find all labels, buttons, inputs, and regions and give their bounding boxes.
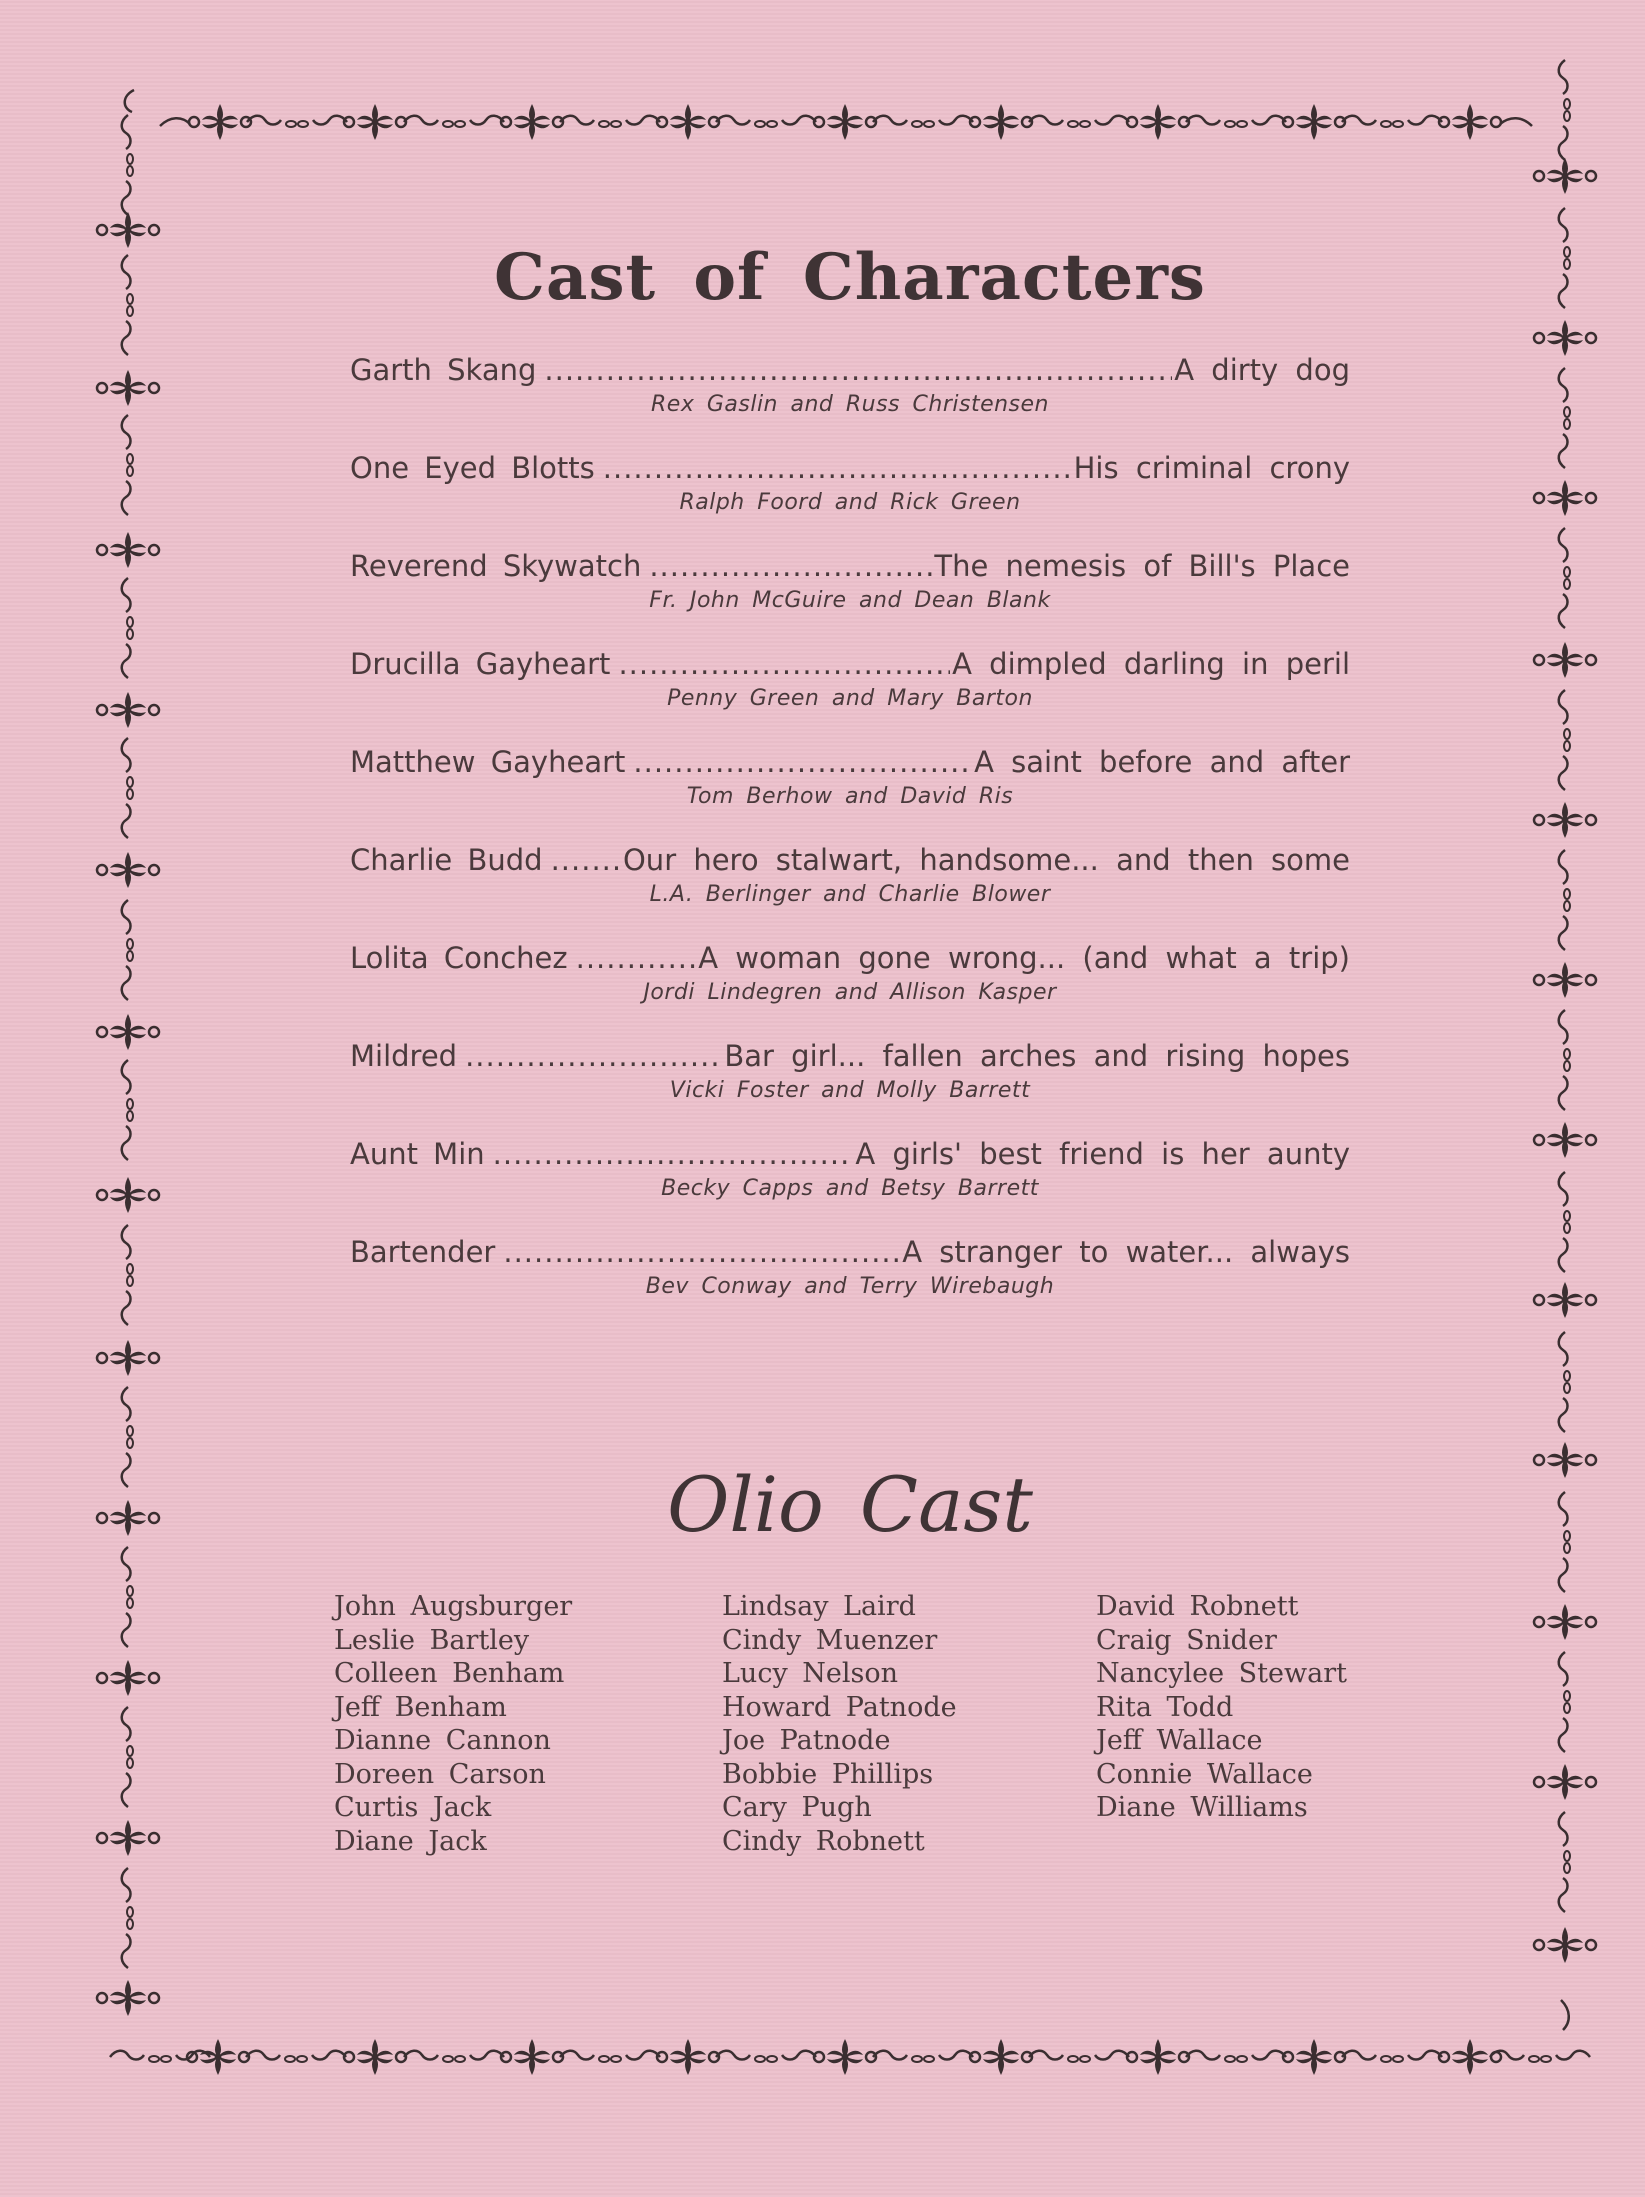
olio-member: Colleen Benham — [334, 1658, 565, 1689]
actor-names: L.A. Berlinger and Charlie Blower — [649, 882, 1051, 907]
dot-leader — [633, 742, 972, 782]
cast-entry — [350, 644, 1350, 742]
character-description: His criminal crony — [1073, 451, 1350, 485]
olio-column — [1096, 1590, 1347, 1825]
character-description: A stranger to water... always — [902, 1235, 1350, 1269]
character-description: A dimpled darling in peril — [952, 647, 1350, 681]
actor-names: Ralph Foord and Rick Green — [679, 490, 1021, 515]
actor-names: Penny Green and Mary Barton — [667, 686, 1033, 711]
cast-entry — [350, 1036, 1350, 1134]
character-name: Garth Skang — [350, 353, 537, 387]
olio-member: Diane Jack — [334, 1825, 487, 1857]
cast-line — [350, 546, 1350, 586]
cast-entry — [350, 1232, 1350, 1330]
olio-member: Howard Patnode — [722, 1691, 957, 1723]
cast-line — [350, 1232, 1350, 1272]
right-border — [1534, 60, 1596, 2030]
cast-entry — [350, 1134, 1350, 1232]
dot-leader — [603, 448, 1072, 488]
cast-line — [350, 644, 1350, 684]
olio-cast-heading: Olio Cast — [667, 1460, 1033, 1549]
olio-member: Jeff Wallace — [1096, 1725, 1263, 1756]
character-name: Reverend Skywatch — [350, 549, 642, 583]
olio-cast-list — [334, 1590, 1374, 1870]
cast-entry — [350, 350, 1350, 448]
character-name: Bartender — [350, 1235, 496, 1269]
olio-member: Doreen Carson — [334, 1758, 546, 1790]
olio-member: Diane Williams — [1096, 1792, 1308, 1823]
actor-names: Bev Conway and Terry Wirebaugh — [645, 1274, 1055, 1299]
olio-member: Leslie Bartley — [334, 1624, 530, 1656]
olio-member: John Augsburger — [334, 1591, 573, 1622]
page-title: Cast of Characters — [494, 240, 1206, 315]
olio-member: Cindy Muenzer — [722, 1624, 938, 1656]
character-name: Drucilla Gayheart — [350, 647, 611, 681]
actor-names: Becky Capps and Betsy Barrett — [661, 1176, 1039, 1201]
dot-leader — [618, 644, 950, 684]
olio-member: Rita Todd — [1096, 1691, 1234, 1723]
cast-line — [350, 1036, 1350, 1076]
character-name: Charlie Budd — [350, 843, 543, 877]
olio-member: Curtis Jack — [334, 1792, 492, 1823]
cast-entry — [350, 938, 1350, 1036]
character-description: A dirty dog — [1174, 353, 1350, 387]
cast-entry — [350, 448, 1350, 546]
olio-member: Lucy Nelson — [722, 1658, 899, 1689]
character-name: Matthew Gayheart — [350, 745, 626, 779]
dot-leader — [503, 1232, 900, 1272]
olio-member: Joe Patnode — [722, 1725, 891, 1756]
cast-line — [350, 840, 1350, 880]
character-description: Our hero stalwart, handsome... and then some — [622, 843, 1350, 877]
olio-member: Lindsay Laird — [722, 1591, 916, 1622]
cast-entry — [350, 840, 1350, 938]
actor-names: Jordi Lindegren and Allison Kasper — [643, 980, 1057, 1005]
olio-member: Nancylee Stewart — [1096, 1658, 1347, 1689]
character-name: Aunt Min — [350, 1137, 485, 1171]
olio-member: Cary Pugh — [722, 1792, 872, 1823]
olio-member: Connie Wallace — [1096, 1758, 1313, 1790]
olio-column — [722, 1590, 957, 1858]
dot-leader — [544, 350, 1172, 390]
cast-line — [350, 448, 1350, 488]
character-description: A girls' best friend is her aunty — [855, 1137, 1350, 1171]
character-description: A saint before and after — [974, 745, 1350, 779]
olio-member: Bobbie Phillips — [722, 1758, 934, 1790]
actor-names: Rex Gaslin and Russ Christensen — [651, 392, 1049, 417]
bottom-border — [110, 2039, 1590, 2075]
olio-member: Dianne Cannon — [334, 1725, 551, 1756]
olio-member: Craig Snider — [1096, 1624, 1277, 1656]
dot-leader — [493, 1134, 854, 1174]
cast-list — [350, 350, 1350, 1330]
dot-leader — [551, 840, 621, 880]
actor-names: Fr. John McGuire and Dean Blank — [649, 588, 1051, 613]
cast-entry — [350, 546, 1350, 644]
character-name: Lolita Conchez — [350, 941, 568, 975]
dot-leader — [465, 1036, 722, 1076]
olio-member: David Robnett — [1096, 1591, 1299, 1622]
character-description: Bar girl... fallen arches and rising hopes — [724, 1039, 1350, 1073]
actor-names: Tom Berhow and David Ris — [686, 784, 1014, 809]
cast-line — [350, 742, 1350, 782]
dot-leader — [649, 546, 932, 586]
dot-leader — [576, 938, 697, 978]
olio-member: Cindy Robnett — [722, 1825, 925, 1857]
character-name: One Eyed Blotts — [350, 451, 595, 485]
olio-column — [334, 1590, 572, 1858]
cast-line — [350, 1134, 1350, 1174]
olio-member: Jeff Benham — [334, 1691, 507, 1723]
top-border — [160, 104, 1532, 140]
character-name: Mildred — [350, 1039, 458, 1073]
actor-names: Vicki Foster and Molly Barrett — [669, 1078, 1031, 1103]
character-description: The nemesis of Bill's Place — [934, 549, 1350, 583]
left-border — [97, 90, 159, 2016]
cast-entry — [350, 742, 1350, 840]
cast-line — [350, 350, 1350, 390]
character-description: A woman gone wrong... (and what a trip) — [698, 941, 1350, 975]
cast-line — [350, 938, 1350, 978]
